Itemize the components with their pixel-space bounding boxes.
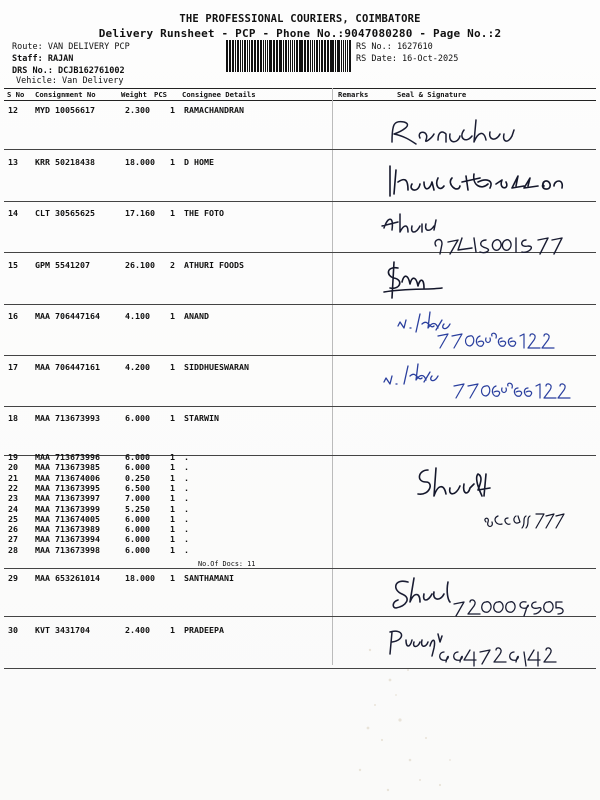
runsheet-subtitle: Delivery Runsheet - PCP - Phone No.:9047080280 - Page No.:2 <box>98 27 502 40</box>
consignee-name: D HOME <box>184 157 214 167</box>
consignee-name: . <box>184 472 189 483</box>
signature-row-17 <box>378 358 593 404</box>
vehicle-text: Vehicle: Van Delivery <box>16 76 124 86</box>
consignee-name: . <box>184 503 189 514</box>
pieces-count: 1 <box>170 625 175 635</box>
consignment-number: CLT 30565625 <box>35 208 95 218</box>
rs-date: RS Date: 16-Oct-2025 <box>356 54 459 64</box>
route-text: Route: VAN DELIVERY PCP <box>12 42 130 52</box>
col-header-sno: S No <box>7 90 25 99</box>
consignee-name: . <box>184 482 189 493</box>
staff-text: Staff: RAJAN <box>12 54 74 64</box>
weight-value: 6.000 <box>125 524 150 535</box>
weight-value: 6.500 <box>125 482 150 493</box>
weight-value: 6.000 <box>125 413 150 423</box>
pieces-count: 1 <box>170 503 175 514</box>
pieces-count: 1 <box>170 544 175 555</box>
pieces-count: 1 <box>170 452 175 462</box>
consignment-number: MAA 706447161 <box>35 362 100 372</box>
serial-number: 16 <box>8 311 18 321</box>
weight-value: 6.000 <box>125 544 150 555</box>
signature-row-16 <box>378 308 593 354</box>
pieces-count: 1 <box>170 534 175 545</box>
pieces-count: 1 <box>170 362 175 372</box>
row-divider <box>4 568 596 569</box>
serial-number: 13 <box>8 157 18 167</box>
consignee-name: . <box>184 462 189 473</box>
consignment-number: MYD 10056617 <box>35 105 95 115</box>
weight-value: 18.000 <box>125 157 155 167</box>
consignment-number: KVT 3431704 <box>35 625 90 635</box>
paper-stain <box>330 610 590 800</box>
weight-value: 4.200 <box>125 362 150 372</box>
pieces-count: 1 <box>170 413 175 423</box>
serial-number: 14 <box>8 208 18 218</box>
consignee-name: . <box>184 452 189 462</box>
rs-number: RS No.: 1627610 <box>356 42 433 52</box>
weight-value: 2.300 <box>125 105 150 115</box>
consignee-name: ANAND <box>184 311 209 321</box>
consignee-name: STARWIN <box>184 413 219 423</box>
col-header-consignee: Consignee Details <box>182 90 256 99</box>
consignee-name: PRADEEPA <box>184 625 224 635</box>
weight-value: 7.000 <box>125 493 150 504</box>
consignment-number: MAA 713673999 <box>35 503 100 514</box>
pieces-count: 1 <box>170 311 175 321</box>
consignment-number: MAA 713673993 <box>35 413 100 423</box>
consignment-number: MAA 713673989 <box>35 524 100 535</box>
docs-count: No.Of Docs: 11 <box>198 560 256 568</box>
serial-number: 27 <box>8 534 18 545</box>
signature-row-14 <box>378 206 593 258</box>
serial-number: 30 <box>8 625 18 635</box>
header-top-rule <box>4 88 596 89</box>
row-divider <box>4 406 596 407</box>
consignee-name: . <box>184 513 189 524</box>
consignment-number: MAA 713673997 <box>35 493 100 504</box>
consignment-number: GPM 5541207 <box>35 260 90 270</box>
signature-row-15 <box>378 258 593 302</box>
serial-number: 29 <box>8 573 18 583</box>
weight-value: 6.000 <box>125 452 150 462</box>
consignee-name: ATHURI FOODS <box>184 260 244 270</box>
weight-value: 26.100 <box>125 260 155 270</box>
consignee-name: . <box>184 534 189 545</box>
weight-value: 6.000 <box>125 462 150 473</box>
serial-number: 19 <box>8 452 18 462</box>
pieces-count: 1 <box>170 157 175 167</box>
serial-number: 18 <box>8 413 18 423</box>
consignee-name: SANTHAMANI <box>184 573 234 583</box>
serial-number: 26 <box>8 524 18 535</box>
weight-value: 6.000 <box>125 534 150 545</box>
pieces-count: 2 <box>170 260 175 270</box>
pieces-count: 1 <box>170 482 175 493</box>
serial-number: 17 <box>8 362 18 372</box>
consignment-number: MAA 713673996 <box>35 452 100 462</box>
consignee-name: . <box>184 493 189 504</box>
weight-value: 18.000 <box>125 573 155 583</box>
column-divider <box>332 88 333 665</box>
weight-value: 4.100 <box>125 311 150 321</box>
consignment-number: KRR 50218438 <box>35 157 95 167</box>
consignee-name: THE FOTO <box>184 208 224 218</box>
drs-number: DRS No.: DCJB162761002 <box>12 66 125 76</box>
weight-value: 17.160 <box>125 208 155 218</box>
serial-number: 12 <box>8 105 18 115</box>
header-bottom-rule <box>4 100 596 101</box>
serial-number: 23 <box>8 493 18 504</box>
consignee-name: . <box>184 544 189 555</box>
col-header-consignment: Consignment No <box>35 90 96 99</box>
col-header-seal: Seal & Signature <box>397 90 467 99</box>
consignment-number: MAA 713673994 <box>35 534 100 545</box>
consignee-name: SIDDHUESWARAN <box>184 362 249 372</box>
serial-number: 15 <box>8 260 18 270</box>
serial-number: 24 <box>8 503 18 514</box>
col-header-remarks: Remarks <box>338 90 369 99</box>
pieces-count: 1 <box>170 573 175 583</box>
pieces-count: 1 <box>170 513 175 524</box>
pieces-count: 1 <box>170 472 175 483</box>
consignment-number: MAA 653261014 <box>35 573 100 583</box>
row-divider <box>4 355 596 356</box>
serial-number: 22 <box>8 482 18 493</box>
weight-value: 0.250 <box>125 472 150 483</box>
company-title: THE PROFESSIONAL COURIERS, COIMBATORE <box>179 13 421 25</box>
pieces-count: 1 <box>170 462 175 473</box>
weight-value: 6.000 <box>125 513 150 524</box>
serial-number: 25 <box>8 513 18 524</box>
serial-number: 28 <box>8 544 18 555</box>
consignment-number: MAA 713673998 <box>35 544 100 555</box>
consignment-number: MAA 713674005 <box>35 513 100 524</box>
col-header-weight: Weight <box>121 90 147 99</box>
barcode-image <box>226 40 352 72</box>
consignee-name: . <box>184 524 189 535</box>
consignment-number: MAA 713673985 <box>35 462 100 473</box>
pieces-count: 1 <box>170 493 175 504</box>
serial-number: 21 <box>8 472 18 483</box>
weight-value: 5.250 <box>125 503 150 514</box>
consignment-number: MAA 713673995 <box>35 482 100 493</box>
row-divider <box>4 304 596 305</box>
col-header-pcs: PCS <box>154 90 167 99</box>
pieces-count: 1 <box>170 105 175 115</box>
consignment-number: MAA 713674006 <box>35 472 100 483</box>
pieces-count: 1 <box>170 208 175 218</box>
serial-number: 20 <box>8 462 18 473</box>
consignee-name: RAMACHANDRAN <box>184 105 244 115</box>
signature-row-12 <box>378 110 593 150</box>
pieces-count: 1 <box>170 524 175 535</box>
signature-rows-19-28 <box>378 460 593 540</box>
weight-value: 2.400 <box>125 625 150 635</box>
consignment-number: MAA 706447164 <box>35 311 100 321</box>
signature-row-13 <box>378 156 593 206</box>
